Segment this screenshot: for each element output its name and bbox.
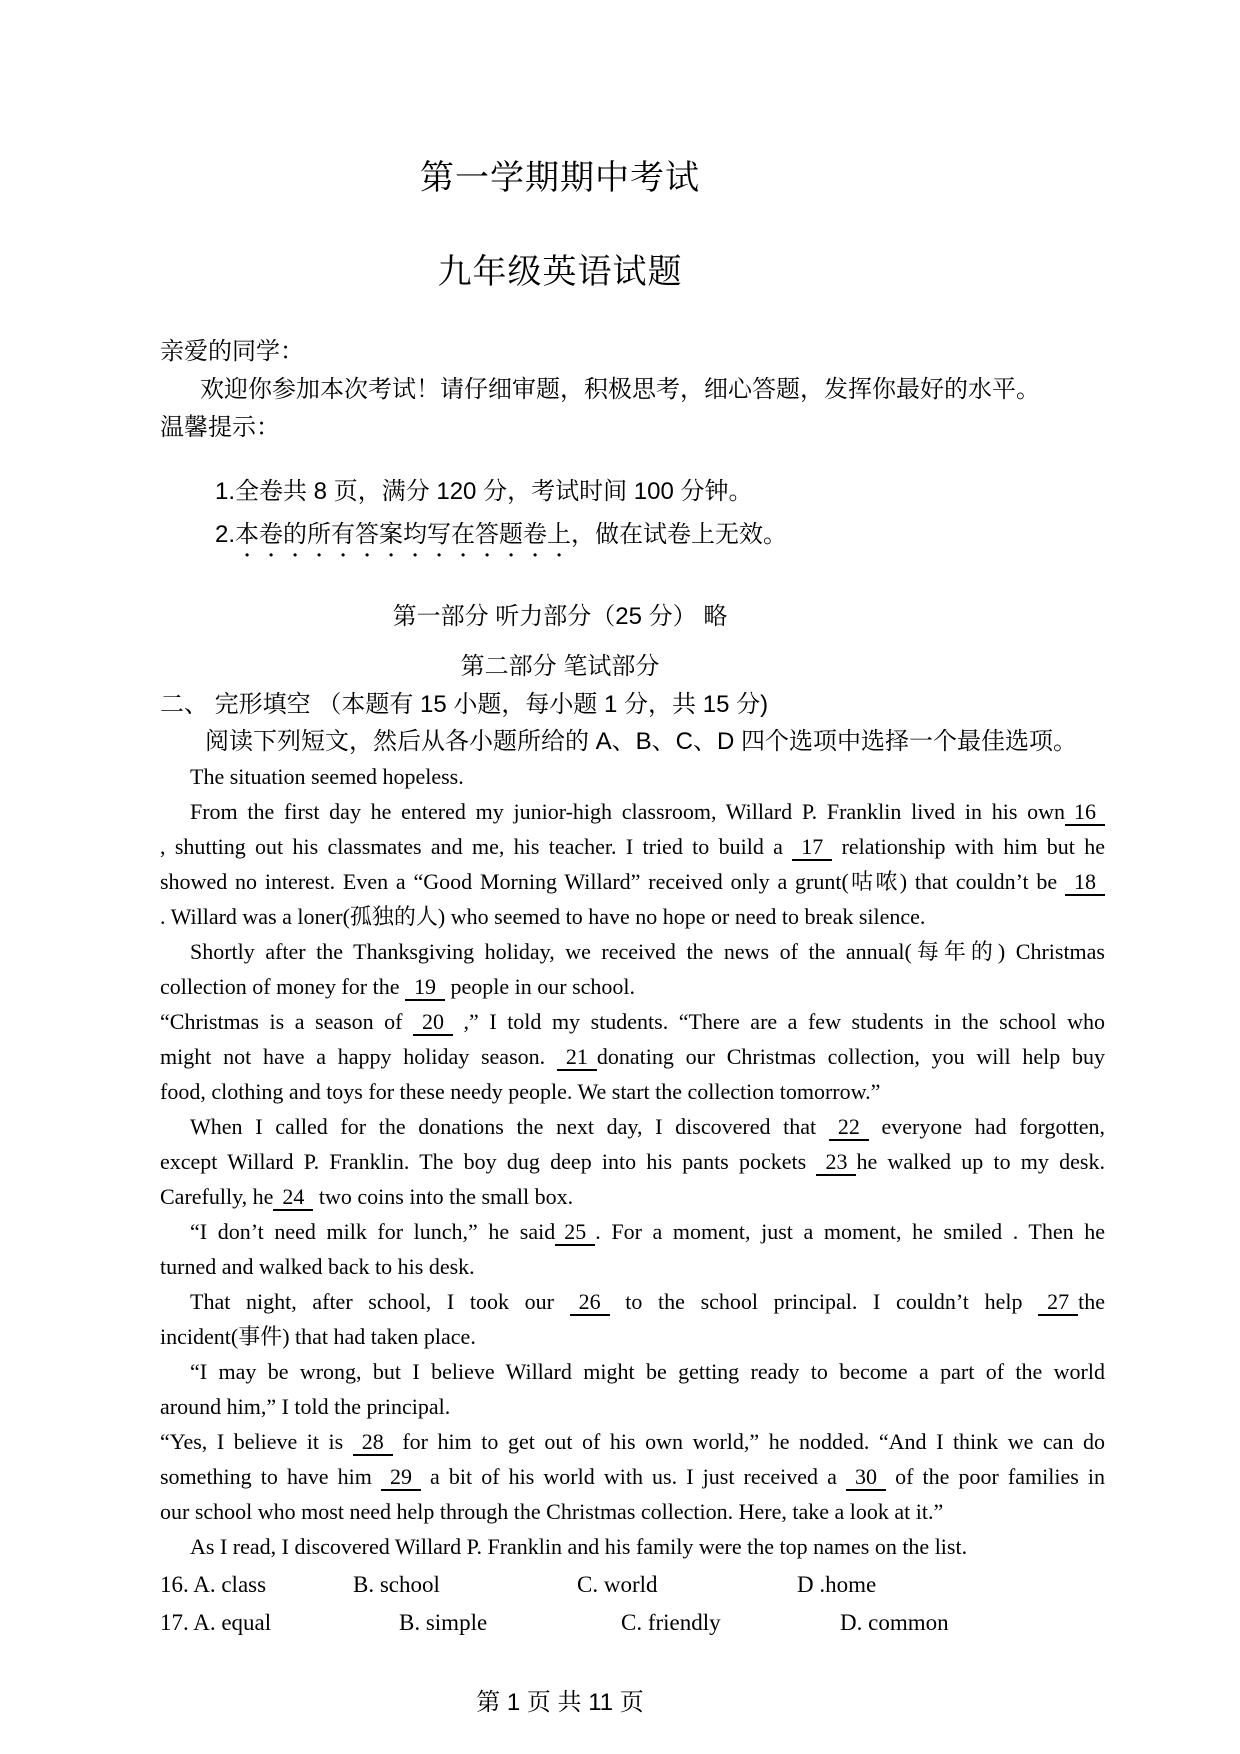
cloze-blank-21: 21 (557, 1044, 597, 1071)
passage-line: Carefully, he 24 two coins into the small box. (160, 1184, 574, 1209)
cloze-blank-19: 19 (405, 974, 445, 1001)
option-cell: B. simple (399, 1610, 488, 1635)
passage-line: incident(事件) that had taken place. (160, 1324, 476, 1349)
cloze-blank-26: 26 (570, 1289, 610, 1316)
passage-line: something to have him 29 a bit of his world with us. I just received a 30 of the poor families in (160, 1464, 1106, 1489)
options-row-16 (160, 1566, 1105, 1604)
option-cell: C. friendly (621, 1610, 721, 1635)
passage-line: “I don’t need milk for lunch,” he said 25 . For a moment, just a moment, he smiled . Then he (190, 1219, 1106, 1244)
cloze-blank-25: 25 (555, 1219, 595, 1246)
cloze-blank-17: 17 (792, 834, 832, 861)
passage-line: . Willard was a loner(孤独的人) who seemed to have no hope or need to break silence. (160, 904, 926, 929)
part1-heading: 第一部分 听力部分（25 分） 略 (392, 603, 728, 630)
cloze-blank-22: 22 (829, 1114, 869, 1141)
cloze-blank-23: 23 (816, 1149, 856, 1176)
passage-line: showed no interest. Even a “Good Morning Willard” received only a grunt(咕哝) that couldn’t be 18 (160, 864, 1105, 899)
part2-heading: 第二部分 笔试部分 (460, 653, 660, 680)
passage-line: our school who most need help through the Christmas collection. Here, take a look at it.” (160, 1499, 944, 1524)
options-list (160, 1566, 1105, 1642)
cloze-blank-29: 29 (381, 1464, 421, 1491)
passage-line: except Willard P. Franklin. The boy dug deep into his pants pockets 23 he walked up to my desk. (160, 1149, 1105, 1174)
tips-label: 温馨提示： (160, 414, 280, 441)
option-cell: C. world (577, 1572, 658, 1597)
passage-line: The situation seemed hopeless. (190, 764, 464, 789)
passage-line: As I read, I discovered Willard P. Franklin and his family were the top names on the list. (190, 1534, 968, 1559)
passage-line: turned and walked back to his desk. (160, 1254, 475, 1279)
note-2-prefix: 2. (215, 521, 236, 548)
passage-line: “Christmas is a season of 20 ,” I told my students. “There are a few students in the school who (160, 1009, 1106, 1034)
passage-line: might not have a happy holiday season. 21 donating our Christmas collection, you will help buy (160, 1044, 1106, 1069)
cloze-blank-30: 30 (846, 1464, 886, 1491)
passage-line: From the first day he entered my junior-high classroom, Willard P. Franklin lived in his own 16 (160, 794, 1105, 829)
note-2 (215, 516, 1105, 562)
page-number: 第 1 页 共 11 页 (476, 1689, 644, 1716)
cloze-blank-18: 18 (1065, 869, 1105, 896)
option-cell: 16. A. class (160, 1572, 267, 1597)
note-2-emphasized-text: 本卷的所有答案均写在答题卷上 (235, 521, 572, 548)
cloze-blank-16: 16 (1065, 799, 1105, 826)
option-cell: B. school (353, 1572, 440, 1597)
cloze-blank-24: 24 (273, 1184, 313, 1211)
cloze-blank-20: 20 (413, 1009, 453, 1036)
welcome-line: 欢迎你参加本次考试！请仔细审题，积极思考，细心答题，发挥你最好的水平。 (200, 376, 1040, 403)
cloze-instruction: 阅读下列短文，然后从各小题所给的 A、B、C、D 四个选项中选择一个最佳选项。 (205, 728, 1078, 755)
option-cell: D. common (840, 1610, 949, 1635)
exam-subtitle: 九年级英语试题 (437, 253, 683, 291)
cloze-blank-27: 27 (1038, 1289, 1078, 1316)
passage-line: , shutting out his classmates and me, his teacher. I tried to build a 17 relationship with him but he (160, 834, 1105, 859)
passage-line: “Yes, I believe it is 28 for him to get out of his own world,” he nodded. “And I think we can do (160, 1429, 1105, 1454)
passage-line: That night, after school, I took our 26 to the school principal. I couldn’t help 27 the (190, 1289, 1105, 1314)
option-cell: 17. A. equal (160, 1610, 272, 1635)
exam-title: 第一学期期中考试 (420, 159, 700, 197)
options-row-17 (160, 1604, 1105, 1642)
passage-line: When I called for the donations the next day, I discovered that 22 everyone had forgotten, (190, 1114, 1105, 1139)
passage-line: around him,” I told the principal. (160, 1394, 451, 1419)
cloze-section-heading: 二、 完形填空 （本题有 15 小题，每小题 1 分，共 15 分) (160, 691, 769, 718)
note-1: 1.全卷共 8 页，满分 120 分，考试时间 100 分钟。 (215, 478, 753, 505)
greeting-line: 亲爱的同学： (160, 338, 304, 365)
note-2-suffix: ，做在试卷上无效。 (571, 521, 788, 548)
cloze-blank-28: 28 (353, 1429, 393, 1456)
passage-line: food, clothing and toys for these needy people. We start the collection tomorrow.” (160, 1079, 881, 1104)
passage-line: collection of money for the 19 people in our school. (160, 974, 636, 999)
intro-block (160, 333, 1105, 562)
cloze-passage (160, 759, 1105, 1564)
passage-line: “I may be wrong, but I believe Willard might be getting ready to become a part of the world (190, 1359, 1105, 1384)
option-cell: D .home (797, 1572, 877, 1597)
passage-line: Shortly after the Thanksgiving holiday, we received the news of the annual(每年的) Christmas (190, 939, 1105, 964)
